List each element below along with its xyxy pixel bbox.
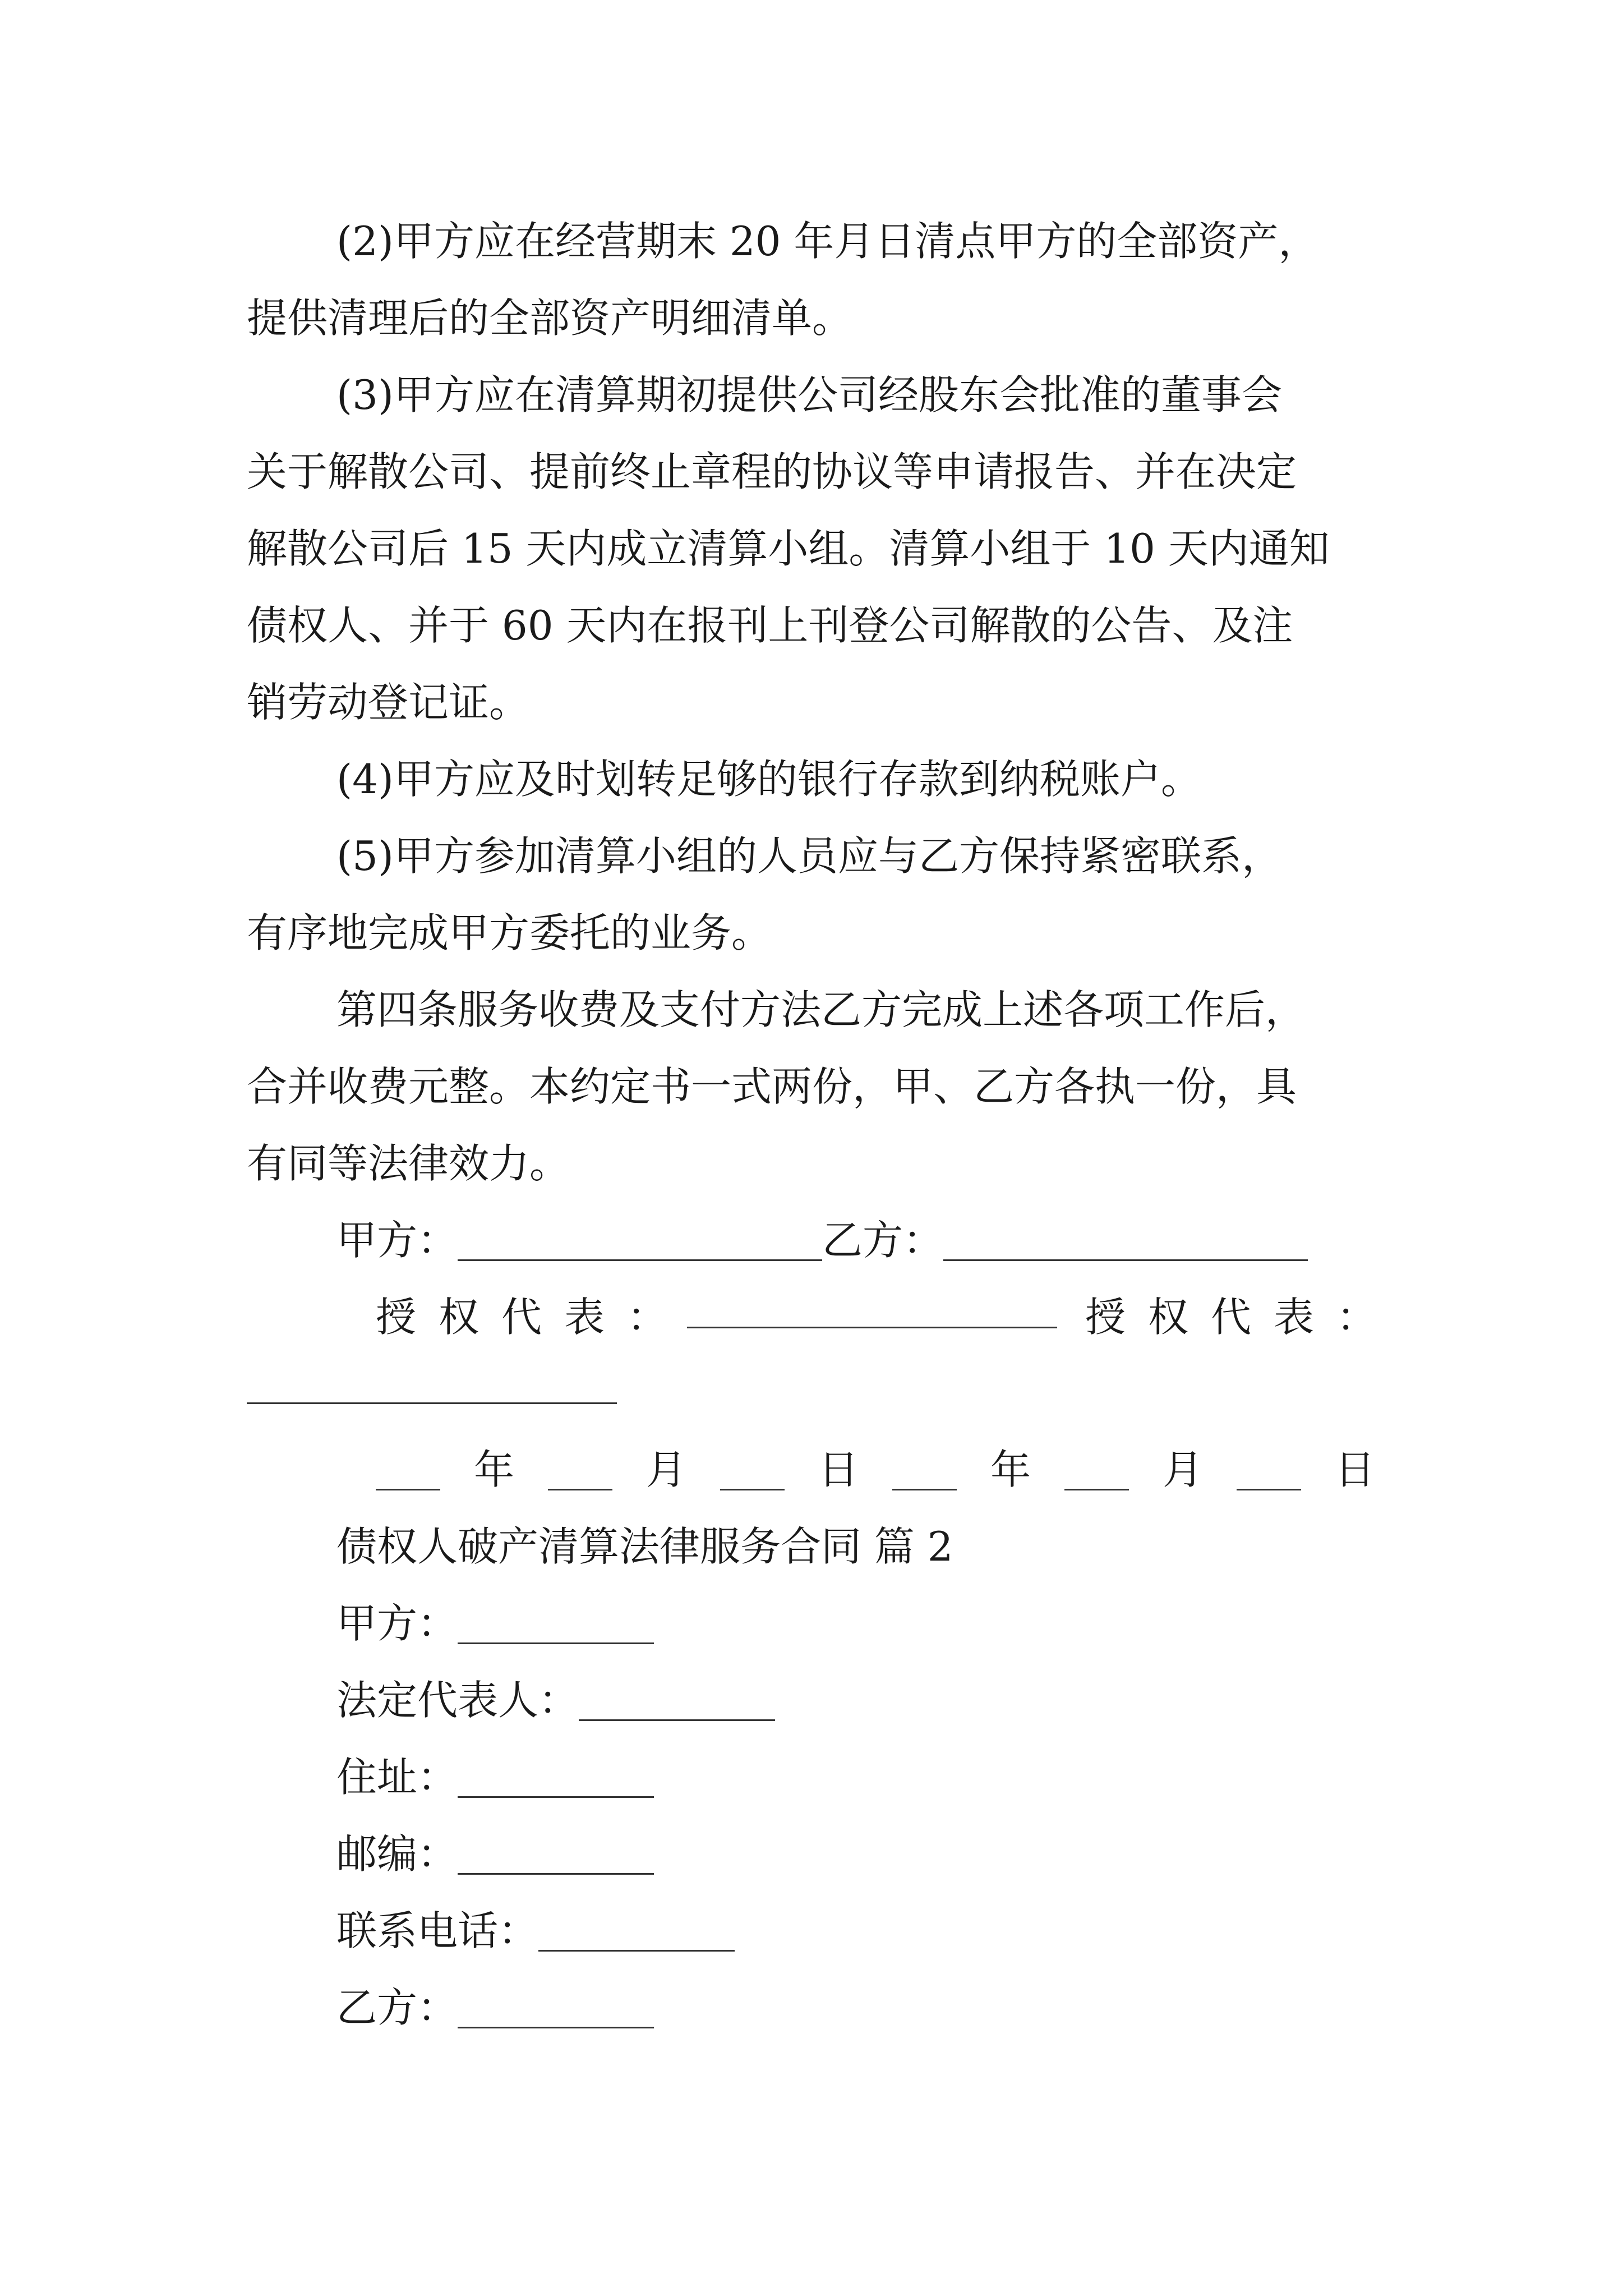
date-unit-month-b: 月 [1163, 1446, 1204, 1493]
field-blank [458, 1993, 654, 2028]
field-label: 联系电话： [336, 1907, 539, 1954]
paragraph-4-line-1: (4)甲方应及时划转足够的银行存款到纳税账户。 [336, 756, 1201, 803]
contract-2-field-legal-rep [336, 1672, 775, 1728]
contract-2-field-address [336, 1749, 654, 1805]
paragraph-3-line-5: 销劳动登记证。 [247, 679, 530, 726]
field-blank [579, 1686, 775, 1721]
article-4-line-1: 第四条服务收费及支付方法乙方完成上述各项工作后， [336, 986, 1306, 1033]
paragraph-3-line-2: 关于解散公司、提前终止章程的协议等申请报告、并在决定 [247, 448, 1297, 495]
date-blank-5 [1064, 1455, 1129, 1490]
field-label: 乙方： [336, 1984, 458, 2031]
date-blank-1 [376, 1455, 440, 1490]
field-blank [458, 1609, 654, 1644]
paragraph-5-line-2: 有序地完成甲方委托的业务。 [247, 909, 772, 956]
signature-date-row [376, 1442, 1409, 1498]
date-blank-4 [892, 1455, 957, 1490]
date-unit-year-b: 年 [990, 1446, 1031, 1493]
field-blank [538, 1916, 735, 1952]
auth-rep-row-a [376, 1289, 690, 1345]
date-unit-day-b: 日 [1335, 1446, 1376, 1493]
field-label: 法定代表人： [336, 1677, 579, 1724]
paragraph-3-line-4: 债权人、并于 60 天内在报刊上刊登公司解散的公告、及注 [247, 602, 1293, 649]
auth-rep-blank-b [247, 1402, 617, 1404]
party-a-blank [458, 1226, 822, 1261]
article-4-line-3: 有同等法律效力。 [247, 1140, 570, 1187]
party-b-blank [943, 1226, 1308, 1261]
field-label: 住址： [336, 1754, 458, 1801]
date-unit-year-a: 年 [474, 1446, 515, 1493]
paragraph-3-line-3: 解散公司后 15 天内成立清算小组。清算小组于 10 天内通知 [247, 525, 1330, 572]
party-b-label: 乙方： [822, 1217, 944, 1264]
paragraph-2-line-1: (2)甲方应在经营期末 20 年月日清点甲方的全部资产， [336, 218, 1319, 265]
signature-parties-row [336, 1212, 1308, 1268]
auth-rep-row-b [1085, 1289, 1399, 1345]
date-blank-3 [720, 1455, 785, 1490]
contract-2-field-phone [336, 1903, 735, 1959]
paragraph-3-line-1: (3)甲方应在清算期初提供公司经股东会批准的董事会 [336, 371, 1282, 418]
date-unit-month-a: 月 [646, 1446, 687, 1493]
contract-2-field-party-b [336, 1980, 654, 2036]
date-blank-2 [548, 1455, 612, 1490]
auth-rep-label-b: 授权代表： [1085, 1294, 1400, 1341]
contract-2-field-postcode [336, 1826, 654, 1882]
paragraph-5-line-1: (5)甲方参加清算小组的人员应与乙方保持紧密联系， [336, 832, 1282, 880]
auth-rep-blank-a [687, 1327, 1057, 1328]
contract-2-field-party-a [336, 1595, 654, 1651]
field-label: 邮编： [336, 1830, 458, 1878]
party-a-label: 甲方： [336, 1217, 458, 1264]
article-4-line-2: 合并收费元整。本约定书一式两份，甲、乙方各执一份，具 [247, 1063, 1297, 1110]
date-unit-day-a: 日 [818, 1446, 859, 1493]
field-blank [458, 1763, 654, 1798]
paragraph-2-line-2: 提供清理后的全部资产明细清单。 [247, 295, 853, 342]
contract-2-title: 债权人破产清算法律服务合同 篇 2 [336, 1523, 953, 1570]
field-label: 甲方： [336, 1600, 458, 1647]
field-blank [458, 1839, 654, 1875]
auth-rep-label-a: 授权代表： [376, 1294, 690, 1341]
date-blank-6 [1237, 1455, 1301, 1490]
